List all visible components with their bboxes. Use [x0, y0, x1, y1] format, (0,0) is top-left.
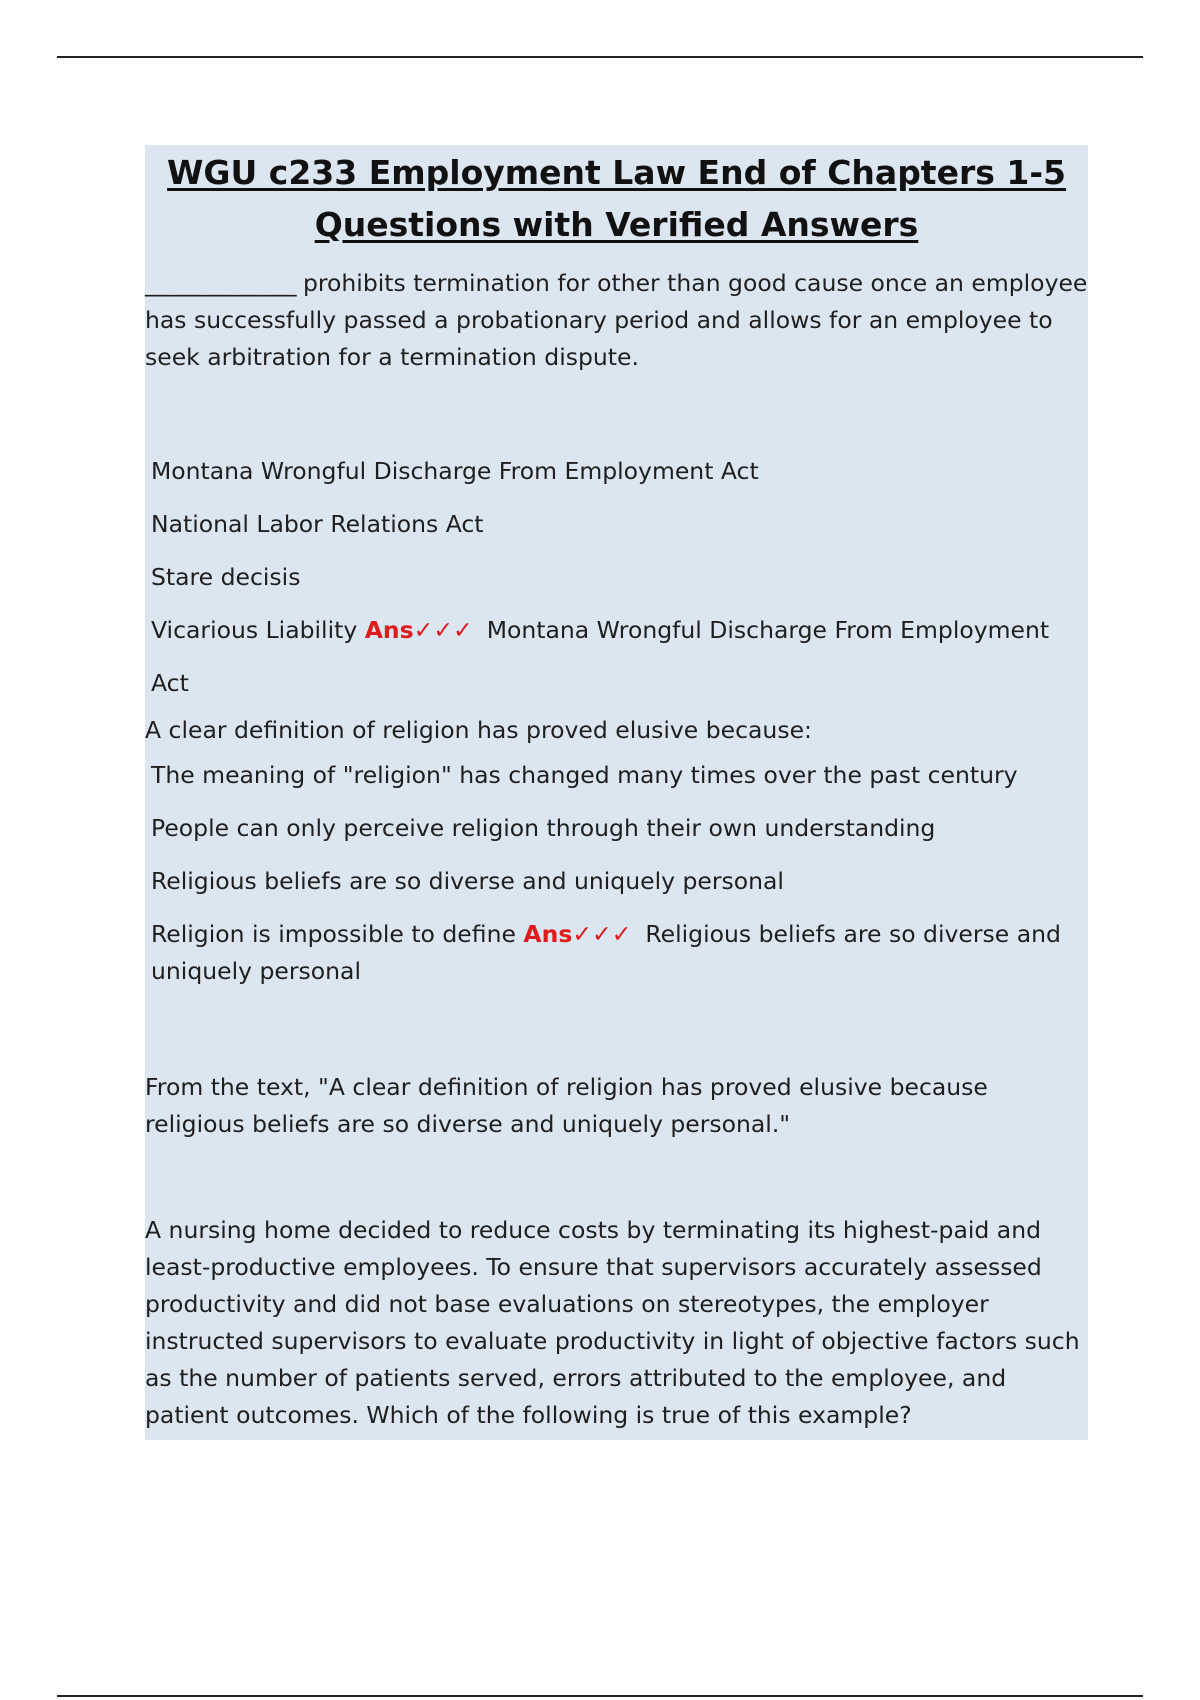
- explanation-text: From the text, "A clear definition of religion has proved elusive because religious beliefs are so diverse and uniquely personal.": [145, 1073, 988, 1138]
- question-1: [145, 265, 1088, 376]
- answer-marker: Ans: [364, 616, 414, 644]
- footer-rule: [57, 1695, 1143, 1697]
- question-1-stem: [145, 265, 1088, 376]
- title-line-2: Questions with Verified Answers: [314, 205, 919, 244]
- option-item: National Labor Relations Act: [151, 510, 484, 538]
- check-mark-icon: ✓✓✓: [413, 616, 473, 644]
- title-line-1: WGU c233 Employment Law End of Chapters 1-5: [167, 153, 1066, 192]
- option-item-with-answer: [145, 916, 1088, 990]
- document-title: [145, 145, 1088, 251]
- question-3: [145, 1212, 1088, 1434]
- answer-text: Religious beliefs are so diverse and uniquely personal: [151, 920, 1061, 985]
- option-item: Vicarious Liability: [151, 616, 358, 644]
- question-1-options: [145, 445, 1088, 710]
- answer-marker: Ans: [523, 920, 573, 948]
- option-item: Religion is impossible to define: [151, 920, 516, 948]
- option-item: The meaning of "religion" has changed many times over the past century: [151, 761, 1018, 789]
- check-mark-icon: ✓✓✓: [572, 920, 632, 948]
- document-content: [145, 145, 1088, 1440]
- answer-explanation: [145, 1069, 1088, 1143]
- answer-text: Montana Wrongful Discharge From Employment Act: [151, 616, 1050, 697]
- option-item: Stare decisis: [151, 563, 301, 591]
- question-2-stem: A clear definition of religion has proved elusive because:: [145, 716, 812, 744]
- option-item: Montana Wrongful Discharge From Employment Act: [151, 457, 759, 485]
- option-item: People can only perceive religion through their own understanding: [151, 814, 936, 842]
- fill-in-blank: ______________: [145, 269, 296, 297]
- header-rule: [57, 56, 1143, 58]
- option-item: Religious beliefs are so diverse and uniquely personal: [151, 867, 784, 895]
- option-item-with-answer: [145, 604, 1088, 710]
- question-2: [145, 712, 1088, 990]
- question-1-stem-text: prohibits termination for other than good cause once an employee has successfully passed a probationary period and allows for an employee to seek arbitration for a termination dispute.: [145, 269, 1088, 371]
- question-3-stem: A nursing home decided to reduce costs by terminating its highest-paid and least-productive employees. To ensure that supervisors accurately assessed productivity and did not base evaluations on stereotypes, the employer instructed supervisors to evaluate productivity in light of objective factors such as the number of patients served, errors attributed to the employee, and patient outcomes. Which of the following is true of this example?: [145, 1216, 1080, 1429]
